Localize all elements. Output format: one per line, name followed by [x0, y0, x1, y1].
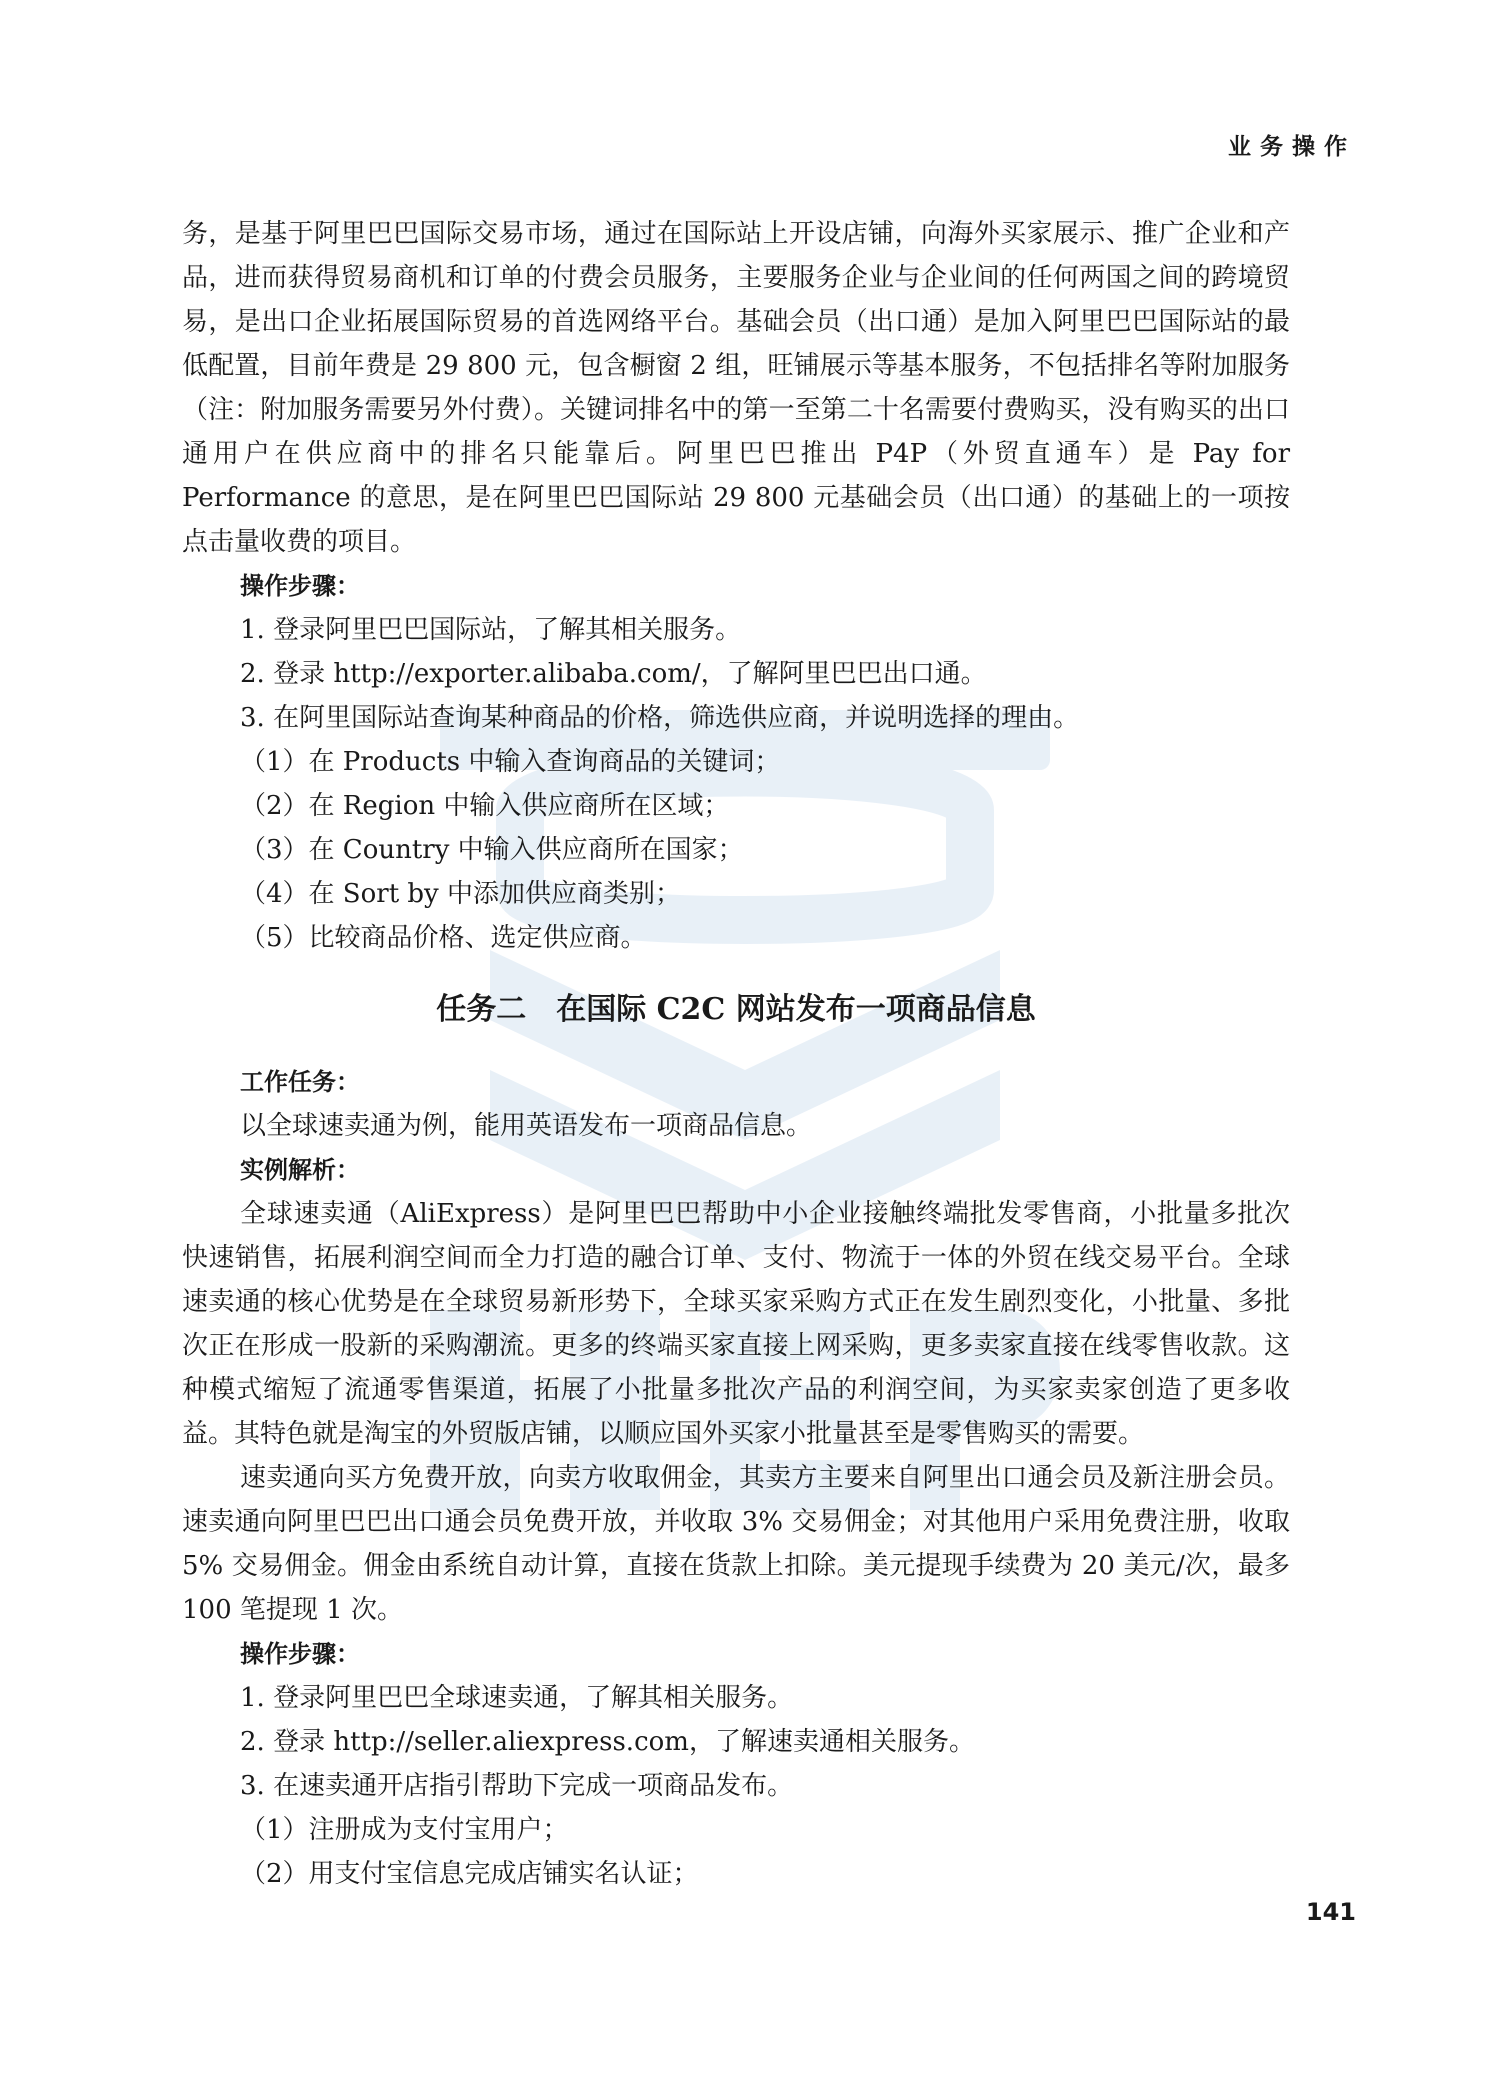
- step-item: 2. 登录 http://exporter.alibaba.com/，了解阿里巴巴出口通。: [240, 659, 987, 689]
- running-header: 业务操作: [1228, 134, 1356, 160]
- page-body: [182, 212, 1290, 1896]
- work-task-heading: 工作任务：: [240, 1068, 360, 1096]
- step-item: （3）在 Country 中输入供应商所在国家；: [240, 835, 744, 865]
- example-paragraph: 全球速卖通（AliExpress）是阿里巴巴帮助中小企业接触终端批发零售商，小批量多批次快速销售，拓展利润空间而全力打造的融合订单、支付、物流于一体的外贸在线交易平台。全球速卖通的核心优势是在全球贸易新形势下，全球买家采购方式正在发生剧烈变化，小批量、多批次正在形成一股新的采购潮流。更多的终端买家直接上网采购，更多卖家直接在线零售收款。这种模式缩短了流通零售渠道，拓展了小批量多批次产品的利润空间，为买家卖家创造了更多收益。其特色就是淘宝的外贸版店铺，以顺应国外买家小批量甚至是零售购买的需要。: [182, 1199, 1290, 1449]
- step-item: （4）在 Sort by 中添加供应商类别；: [240, 879, 682, 909]
- step-item: 2. 登录 http://seller.aliexpress.com，了解速卖通相关服务。: [240, 1727, 975, 1757]
- step-item: 1. 登录阿里巴巴全球速卖通，了解其相关服务。: [240, 1683, 794, 1713]
- step-item: 3. 在阿里国际站查询某种商品的价格，筛选供应商，并说明选择的理由。: [240, 703, 1080, 733]
- step-item: （1）在 Products 中输入查询商品的关键词；: [240, 747, 781, 777]
- intro-paragraph: 务，是基于阿里巴巴国际交易市场，通过在国际站上开设店铺，向海外买家展示、推广企业和产品，进而获得贸易商机和订单的付费会员服务，主要服务企业与企业间的任何两国之间的跨境贸易，是出口企业拓展国际贸易的首选网络平台。基础会员（出口通）是加入阿里巴巴国际站的最低配置，目前年费是 29 800 元，包含橱窗 2 组，旺铺展示等基本服务，不包括排名等附加服务（注：附加服务需要另外付费）。关键词排名中的第一至第二十名需要付费购买，没有购买的出口通用户在供应商中的排名只能靠后。阿里巴巴推出 P4P（外贸直通车）是 Pay for Performance 的意思，是在阿里巴巴国际站 29 800 元基础会员（出口通）的基础上的一项按点击量收费的项目。: [182, 219, 1290, 557]
- page-number: 141: [1305, 1898, 1356, 1926]
- example-heading: 实例解析：: [240, 1156, 360, 1184]
- step-item: （5）比较商品价格、选定供应商。: [240, 923, 647, 953]
- step-item: （2）在 Region 中输入供应商所在区域；: [240, 791, 730, 821]
- task-title: 任务二 在国际 C2C 网站发布一项商品信息: [436, 992, 1036, 1027]
- steps-heading: 操作步骤：: [240, 1640, 360, 1668]
- work-task-text: 以全球速卖通为例，能用英语发布一项商品信息。: [240, 1111, 813, 1141]
- step-item: （2）用支付宝信息完成店铺实名认证；: [240, 1859, 699, 1889]
- step-item: （1）注册成为支付宝用户；: [240, 1815, 569, 1845]
- example-paragraph: 速卖通向买方免费开放，向卖方收取佣金，其卖方主要来自阿里出口通会员及新注册会员。速卖通向阿里巴巴出口通会员免费开放，并收取 3% 交易佣金；对其他用户采用免费注册，收取 5% 交易佣金。佣金由系统自动计算，直接在货款上扣除。美元提现手续费为 20 美元/次，最多 100 笔提现 1 次。: [182, 1463, 1290, 1625]
- steps-heading: 操作步骤：: [240, 572, 360, 600]
- step-item: 3. 在速卖通开店指引帮助下完成一项商品发布。: [240, 1771, 794, 1801]
- step-item: 1. 登录阿里巴巴国际站，了解其相关服务。: [240, 615, 742, 645]
